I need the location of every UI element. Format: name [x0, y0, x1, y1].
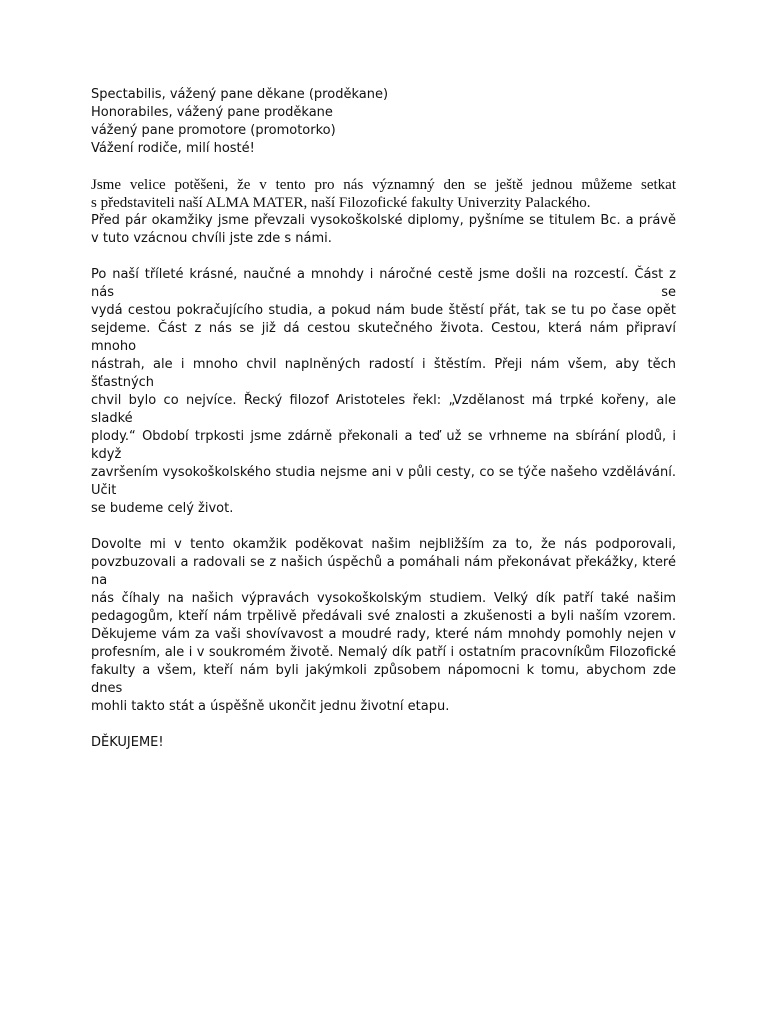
paragraph-line: vydá cestou pokračujícího studia, a pokud nám bude štěstí přát, tak se tu po čase opět — [91, 303, 676, 318]
document-page — [91, 86, 676, 752]
paragraph-line: plody.“ Období trpkosti jsme zdárně překonali a teď už se vrhneme na sbírání plodů, i když — [91, 429, 676, 462]
salutation-block — [91, 86, 676, 158]
paragraph-line: završením vysokoškolského studia nejsme ani v půli cesty, co se týče našeho vzdělávání. Učit — [91, 465, 676, 498]
paragraph-line: Jsme velice potěšeni, že v tento pro nás významný den se ještě jednou můžeme setkat — [91, 177, 676, 193]
paragraph-line: pedagogům, kteří nám trpělivě předávali své znalosti a zkušenosti a byli naším vzorem. — [91, 609, 676, 624]
paragraph-line: nás číhaly na našich výpravách vysokoškolským studiem. Velký dík patří také našim — [91, 591, 676, 606]
paragraph-line: nástrah, ale i mnoho chvil naplněných radostí i štěstím. Přeji nám všem, aby těch šťastných — [91, 357, 676, 390]
paragraph-line: fakulty a všem, kteří nám byli jakýmkoli způsobem nápomocni k tomu, abychom zde dnes — [91, 663, 676, 696]
closing-text: DĚKUJEME! — [91, 735, 164, 750]
paragraph-line: Po naší tříleté krásné, naučné a mnohdy i náročné cestě jsme došli na rozcestí. Část z nás se — [91, 267, 676, 300]
paragraph-line: se budeme celý život. — [91, 501, 234, 516]
paragraph-line: Dovolte mi v tento okamžik poděkovat našim nejbližším za to, že nás podporovali, — [91, 537, 676, 552]
paragraph-welcome — [91, 176, 676, 248]
paragraph-line: Děkujeme vám za vaši shovívavost a moudré rady, které nám mnohdy pomohly nejen v — [91, 627, 676, 642]
salutation-line: Honorabiles, vážený pane proděkane — [91, 105, 333, 120]
salutation-line: Vážení rodiče, milí hosté! — [91, 141, 255, 156]
paragraph-line: v tuto vzácnou chvíli jste zde s námi. — [91, 231, 332, 246]
paragraph-crossroads — [91, 266, 676, 518]
paragraph-line: chvil bylo co nejvíce. Řecký filozof Aristoteles řekl: „Vzdělanost má trpké kořeny, ale sladké — [91, 393, 676, 426]
paragraph-line: profesním, ale i v soukromém životě. Nemalý dík patří i ostatním pracovníkům Filozofické — [91, 645, 676, 660]
paragraph-line: sejdeme. Část z nás se již dá cestou skutečného života. Cestou, která nám připraví mnoho — [91, 321, 676, 354]
salutation-line: vážený pane promotore (promotorko) — [91, 123, 336, 138]
paragraph-thanks — [91, 536, 676, 716]
paragraph-line: Před pár okamžiky jsme převzali vysokoškolské diplomy, pyšníme se titulem Bc. a právě — [91, 213, 676, 228]
paragraph-line: povzbuzovali a radovali se z našich úspěchů a pomáhali nám překonávat překážky, které na — [91, 555, 676, 588]
salutation-line: Spectabilis, vážený pane děkane (proděkane) — [91, 87, 389, 102]
paragraph-line: mohli takto stát a úspěšně ukončit jednu životní etapu. — [91, 699, 450, 714]
paragraph-line: s představiteli naší ALMA MATER, naší Filozofické fakulty Univerzity Palackého. — [91, 195, 591, 211]
